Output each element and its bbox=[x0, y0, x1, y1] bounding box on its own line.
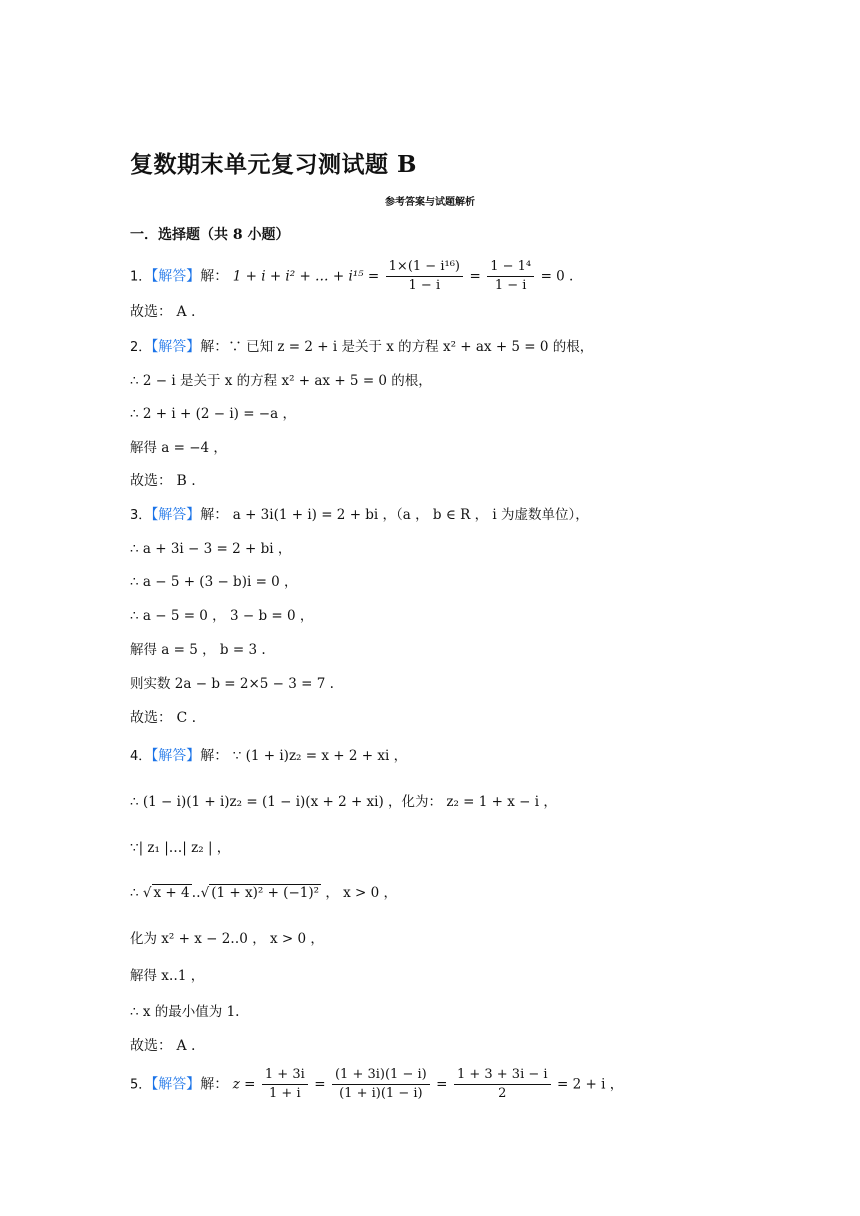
q3-choice: 故选： C . bbox=[130, 710, 197, 726]
q2-line-2: ∴ 2 − i 是关于 x 的方程 x² + ax + 5 = 0 的根， bbox=[130, 373, 432, 389]
q1-fraction-2: $\frac{\text{1 − 1⁴}}{1 - i}$ bbox=[487, 258, 534, 295]
q4-line-6: 解得 x‥1 ， bbox=[130, 968, 205, 984]
q5-solution: 5．【解答】解： z = $\frac{1 + 3i}{1 + i}$ = $\frac{(1 + 3i)(1 - i)}{(1 + i)(1 - i)}$ = $\frac{1 + 3 + 3i - i}{2}$ = 2 + i ， bbox=[130, 1067, 624, 1101]
q4-line-1: 4．【解答】解： ∵ (1 + i)z₂ = x + 2 + xi ， bbox=[130, 748, 408, 764]
solution-label: 解： bbox=[200, 268, 229, 285]
section-heading: 一．选择题（共 8 小题） bbox=[130, 227, 290, 243]
q3-line-2: ∴ a + 3i − 3 = 2 + bi ， bbox=[130, 541, 292, 557]
q4-line-4: ∴ √ x + 4 ‥√ (1 + x)² + (−1)² ， x > 0 ， bbox=[130, 885, 398, 901]
q1-solution: 1．【解答】解： 1 + i + i² + … + i¹⁵ = $\frac{\text{1×(1 − i¹⁶)}}{1 - i}$ = $\frac{\text{1 − 1⁴}}{1 - i}$ = 0 . bbox=[130, 259, 574, 293]
q1-fraction-1: $\frac{\text{1×(1 − i¹⁶)}}{1 - i}$ bbox=[386, 258, 463, 295]
q1-number: 1． bbox=[130, 269, 152, 285]
q3-line-1: 3．【解答】解： a + 3i(1 + i) = 2 + bi ，（a ， b ∈ R ， i 为虚数单位）， bbox=[130, 507, 589, 523]
answer-tag: 【解答】 bbox=[151, 1076, 201, 1093]
q3-line-6: 则实数 2a − b = 2×5 − 3 = 7 . bbox=[130, 676, 334, 692]
answer-tag: 【解答】 bbox=[151, 507, 201, 523]
answer-tag: 【解答】 bbox=[151, 339, 201, 355]
sqrt-2: (1 + x)² + (−1)² bbox=[211, 885, 320, 901]
q5-fraction-1: $\frac{1 + 3i}{1 + i}$ bbox=[262, 1066, 308, 1103]
q4-choice: 故选： A . bbox=[130, 1038, 196, 1054]
q1-lhs: 1 + i + i² + … + i¹⁵ = bbox=[232, 268, 380, 285]
answer-tag: 【解答】 bbox=[151, 268, 201, 285]
q4-line-3: ∵| z₁ |…| z₂ | ， bbox=[130, 840, 231, 856]
q3-line-4: ∴ a − 5 = 0 ， 3 − b = 0 ， bbox=[130, 608, 314, 624]
q1-choice: 故选： A . bbox=[130, 304, 196, 320]
q2-line-4: 解得 a = −4 ， bbox=[130, 440, 227, 456]
answer-tag: 【解答】 bbox=[151, 748, 201, 764]
document-title: 复数期末单元复习测试题 B bbox=[130, 151, 417, 178]
q4-line-5: 化为 x² + x − 2‥0 ， x > 0 ， bbox=[130, 931, 324, 947]
document-subtitle: 参考答案与试题解析 bbox=[385, 197, 475, 208]
q3-line-5: 解得 a = 5 ， b = 3 . bbox=[130, 642, 266, 658]
q5-fraction-2: $\frac{(1 + 3i)(1 - i)}{(1 + i)(1 - i)}$ bbox=[332, 1066, 430, 1103]
q4-line-2: ∴ (1 − i)(1 + i)z₂ = (1 − i)(x + 2 + xi) ，化为： z₂ = 1 + x − i ， bbox=[130, 794, 557, 810]
q4-line-7: ∴ x 的最小值为 1. bbox=[130, 1004, 240, 1020]
q5-fraction-3: $\frac{1 + 3 + 3i - i}{2}$ bbox=[454, 1066, 551, 1103]
q2-line-3: ∴ 2 + i + (2 − i) = −a ， bbox=[130, 406, 296, 422]
sqrt-1: x + 4 bbox=[153, 885, 190, 901]
q2-line-1: 2．【解答】解：∵ 已知 z = 2 + i 是关于 x 的方程 x² + ax + 5 = 0 的根， bbox=[130, 339, 594, 355]
q3-line-3: ∴ a − 5 + (3 − b)i = 0 ， bbox=[130, 574, 298, 590]
q2-choice: 故选： B . bbox=[130, 473, 196, 489]
